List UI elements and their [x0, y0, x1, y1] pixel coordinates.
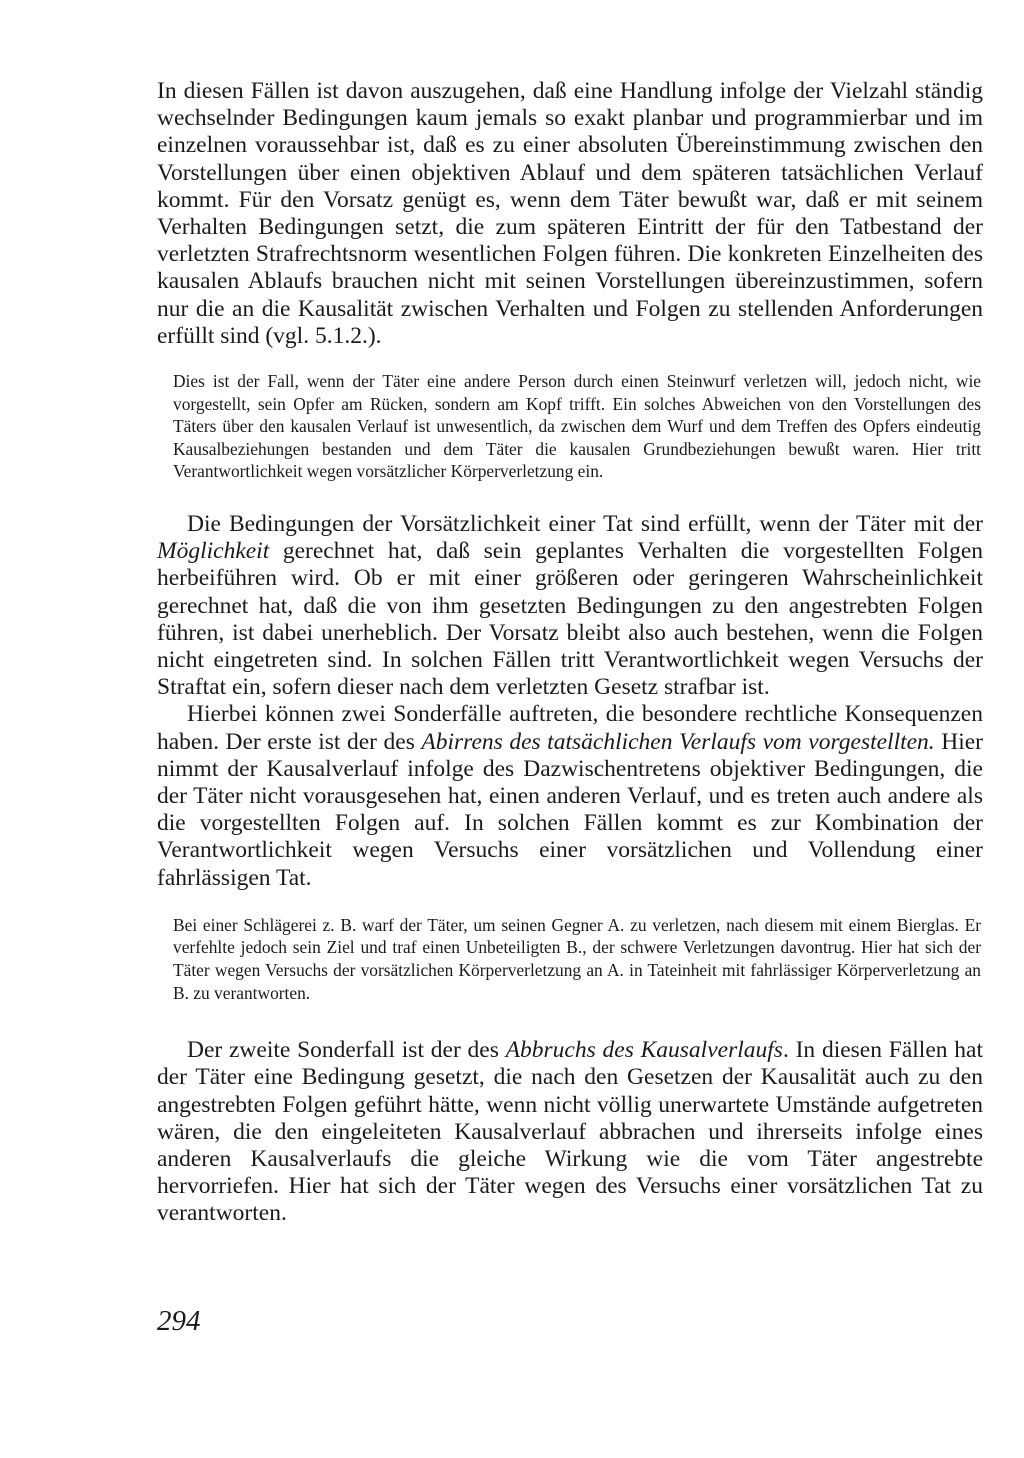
example-bar-fight: Bei einer Schlägerei z. B. warf der Täter, um seinen Gegner A. zu verletzen, nach diesem mit einem Bierglas. Er verfehlte jedoch sein Ziel und traf einen Unbeteiligten B., der schwere Verletzungen davontrug. Hier hat sich der Täter wegen Versuchs der vorsätzlichen Körperverletzung an A. in Tateinheit mit fahrlässiger Körperverletzung an B. zu verantworten. — [173, 914, 981, 1003]
emphasis-moeglichkeit: Möglichkeit — [157, 538, 270, 565]
text-segment: Die Bedingungen der Vorsätzlichkeit einer Tat sind erfüllt, wenn der Täter mit der — [187, 511, 983, 537]
page-number: 294 — [157, 1305, 201, 1337]
paragraph-special-cases — [157, 701, 983, 891]
text-segment: Hier nimmt der Kausalverlauf infolge des Dazwischentretens objektiver Bedingungen, die der Täter nicht vorausgesehen hat, einen anderen Verlauf, und es treten auch andere als die vorgestellten Folgen auf. In solchen Fällen kommt es zur Kombination der Verantwortlichkeit wegen Versuchs einer vorsätzlichen und Vollendung einer fahrlässigen Tat. — [157, 728, 983, 891]
example-stone-throw: Dies ist der Fall, wenn der Täter eine andere Person durch einen Steinwurf verletzen will, jedoch nicht, wie vorgestellt, sein Opfer am Rücken, sondern am Kopf trifft. Ein solches Abweichen von den Vorstellungen des Täters über den kausalen Verlauf ist unwesentlich, da zwischen dem Wurf und dem Treffen des Opfers eindeutig Kausalbeziehungen bestanden und dem Täter die kausalen Grundbeziehungen bewußt waren. Hier tritt Verantwortlichkeit wegen vorsätzlicher Körperverletzung ein. — [173, 371, 981, 482]
text-segment: Der zweite Sonderfall ist der des — [187, 1037, 506, 1064]
text-segment: . In diesen Fällen hat der Täter eine Bedingung gesetzt, die nach den Gesetzen der Kausalität auch zu den angestrebten Folgen geführt hätte, wenn nicht völlig unerwartete Umstände aufgetreten wären, die den eingeleiteten Kausalverlauf abbrachen und ihrerseits infolge eines anderen Kausalverlaufs die gleiche Wirkung wie die vom Täter angestrebte hervorriefen. Hier hat sich der Täter wegen des Versuchs einer vorsätzlichen Tat zu verantworten. — [157, 1037, 983, 1227]
text-segment: Hierbei können zwei Sonderfälle auftreten, die besondere rechtliche Konsequenzen haben. Der erste ist der des — [157, 701, 983, 755]
paragraph-possibility — [157, 511, 983, 701]
paragraph-intent-deviation: In diesen Fällen ist davon auszugehen, daß eine Handlung infolge der Vielzahl ständig wechselnder Bedingungen kaum jemals so exakt planbar und programmierbar und im einzelnen voraussehbar ist, daß es zu einer absoluten Übereinstimmung zwischen den Vorstellungen über einen objektiven Ablauf und dem späteren tatsächlichen Verlauf kommt. Für den Vorsatz genügt es, wenn dem Täter bewußt war, daß er mit seinem Verhalten Bedingungen setzt, die zum späteren Eintritt der für den Tatbestand der verletzten Strafrechtsnorm wesentlichen Folgen führen. Die konkreten Einzelheiten des kausalen Ablaufs brauchen nicht mit seinen Vorstellungen übereinzustimmen, sofern nur die an die Kausalität zwischen Verhalten und Folgen zu stellenden Anforderungen erfüllt sind (vgl. 5.1.2.). — [157, 78, 983, 349]
paragraph-abort-causal — [157, 1037, 983, 1227]
emphasis-abbruch: Abbruchs des Kausalverlaufs — [505, 1037, 783, 1064]
page-body — [157, 78, 983, 1228]
emphasis-abirren: Abirrens des tatsächlichen Verlaufs vom vorgestellten. — [421, 728, 935, 755]
text-segment: gerechnet hat, daß sein geplantes Verhalten die vorgestellten Folgen herbeiführen wird. Ob er mit einer größeren oder geringeren Wahrscheinlichkeit gerechnet hat, daß die von ihm gesetzten Bedingungen zu den angestrebten Folgen führen, ist dabei unerheblich. Der Vorsatz bleibt also auch bestehen, wenn die Folgen nicht eingetreten sind. In solchen Fällen tritt Verantwortlichkeit wegen Versuchs der Straftat ein, sofern dieser nach dem verletzten Gesetz strafbar ist. — [157, 538, 983, 701]
